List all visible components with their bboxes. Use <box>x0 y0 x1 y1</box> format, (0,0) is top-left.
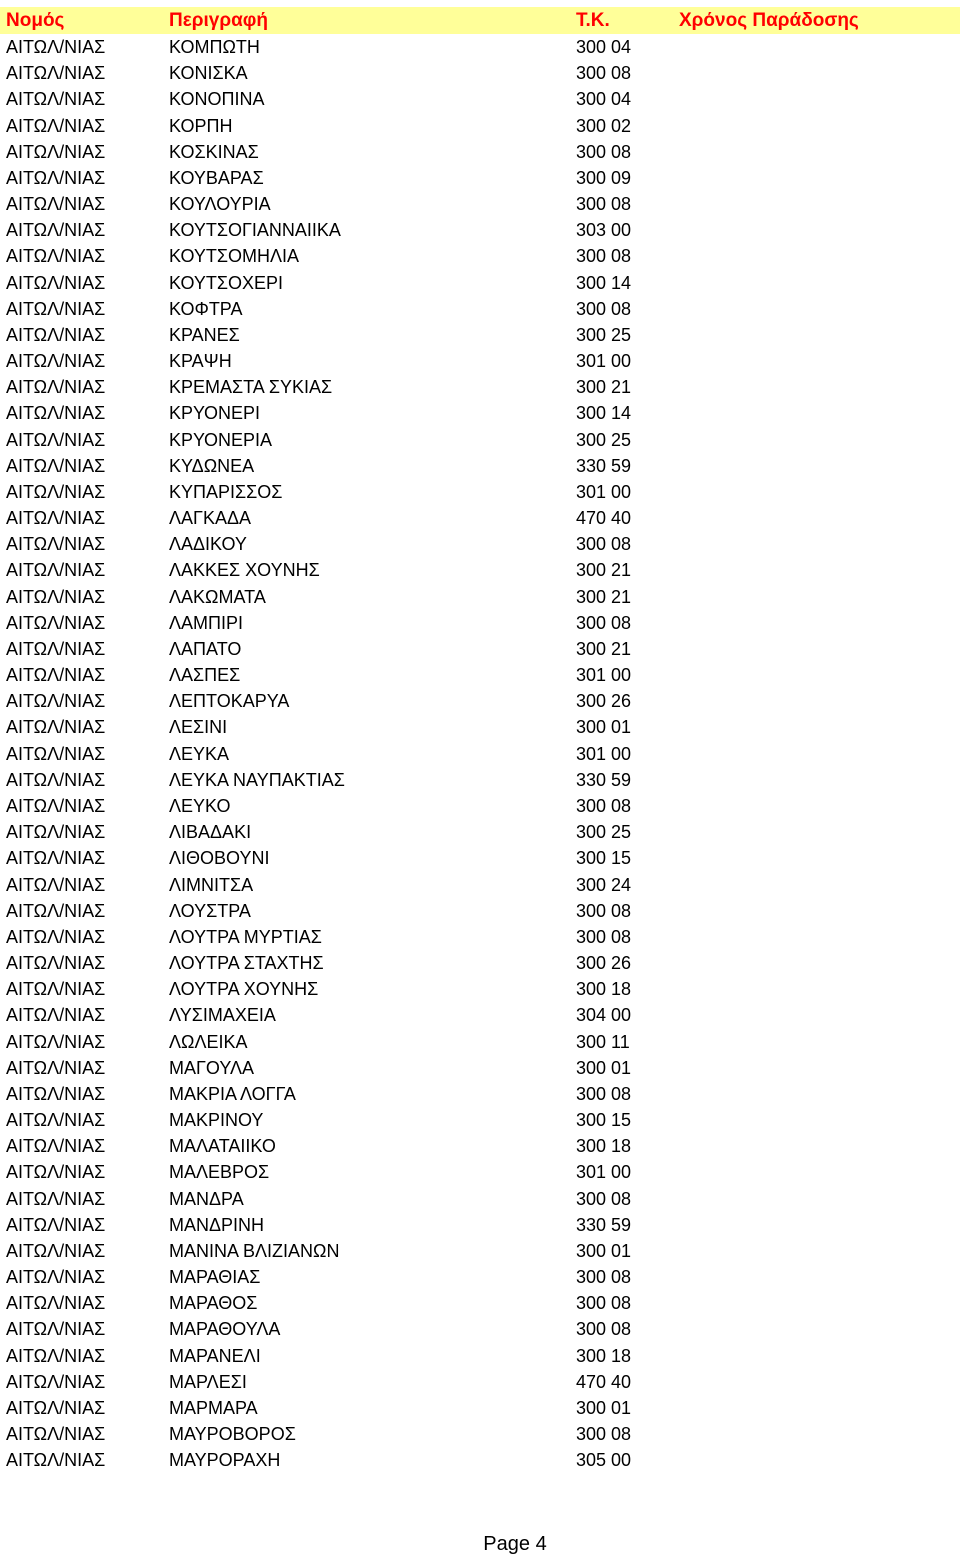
header-xronos-paradosis: Χρόνος Παράδοσης <box>679 10 859 31</box>
cell-perigrafi: ΛΟΥΤΡΑ ΜΥΡΤΙΑΣ <box>169 926 322 947</box>
cell-nomos: ΑΙΤΩΛ/ΝΙΑΣ <box>6 691 106 712</box>
cell-tk: 300 04 <box>576 37 632 57</box>
table-row <box>0 348 960 374</box>
cell-perigrafi: ΚΟΝΟΠΙΝΑ <box>169 89 265 110</box>
cell-nomos: ΑΙΤΩΛ/ΝΙΑΣ <box>6 1083 106 1104</box>
cell-perigrafi: ΜΑΝΔΡΑ <box>169 1188 244 1209</box>
table-row <box>0 1447 960 1473</box>
cell-nomos: ΑΙΤΩΛ/ΝΙΑΣ <box>6 115 106 136</box>
cell-perigrafi: ΚΟΥΤΣΟΓΙΑΝΝΑΙΙΚΑ <box>169 220 341 241</box>
cell-perigrafi: ΜΑΡΑΘΙΑΣ <box>169 1267 261 1288</box>
cell-nomos: ΑΙΤΩΛ/ΝΙΑΣ <box>6 63 106 84</box>
cell-perigrafi: ΜΑΥΡΟΒΟΡΟΣ <box>169 1424 296 1445</box>
cell-nomos: ΑΙΤΩΛ/ΝΙΑΣ <box>6 665 106 686</box>
cell-tk: 300 08 <box>576 194 632 215</box>
table-row <box>0 243 960 269</box>
table-row <box>0 165 960 191</box>
cell-perigrafi: ΛΙΒΑΔΑΚΙ <box>169 822 252 843</box>
cell-nomos: ΑΙΤΩΛ/ΝΙΑΣ <box>6 1188 106 1209</box>
cell-tk: 300 08 <box>576 795 632 816</box>
cell-nomos: ΑΙΤΩΛ/ΝΙΑΣ <box>6 769 106 790</box>
table-row <box>0 270 960 296</box>
cell-perigrafi: ΚΡΑΝΕΣ <box>169 324 240 345</box>
cell-tk: 300 21 <box>576 560 632 581</box>
table-row <box>0 924 960 950</box>
cell-nomos: ΑΙΤΩΛ/ΝΙΑΣ <box>6 612 106 633</box>
cell-tk: 300 21 <box>576 586 632 607</box>
table-row <box>0 1159 960 1185</box>
cell-nomos: ΑΙΤΩΛ/ΝΙΑΣ <box>6 1397 106 1418</box>
cell-perigrafi: ΜΑΚΡΙΑ ΛΟΓΓΑ <box>169 1083 296 1104</box>
cell-nomos: ΑΙΤΩΛ/ΝΙΑΣ <box>6 37 106 57</box>
cell-nomos: ΑΙΤΩΛ/ΝΙΑΣ <box>6 1031 106 1052</box>
table-row <box>0 400 960 426</box>
table-row <box>0 479 960 505</box>
table-row <box>0 1343 960 1369</box>
header-tk: Τ.Κ. <box>576 10 610 31</box>
table-row <box>0 741 960 767</box>
table-row <box>0 793 960 819</box>
cell-perigrafi: ΛΟΥΤΡΑ ΧΟΥΝΗΣ <box>169 979 319 1000</box>
header-perigrafi: Περιγραφή <box>169 10 268 31</box>
cell-perigrafi: ΚΥΠΑΡΙΣΣΟΣ <box>169 481 283 502</box>
cell-perigrafi: ΛΟΥΤΡΑ ΣΤΑΧΤΗΣ <box>169 953 324 974</box>
cell-tk: 470 40 <box>576 508 632 529</box>
table-row <box>0 898 960 924</box>
cell-nomos: ΑΙΤΩΛ/ΝΙΑΣ <box>6 743 106 764</box>
table-row <box>0 714 960 740</box>
table-body <box>0 34 960 1473</box>
cell-tk: 300 08 <box>576 1319 632 1340</box>
cell-perigrafi: ΜΑΡΑΘΟΥΛΑ <box>169 1319 281 1340</box>
cell-nomos: ΑΙΤΩΛ/ΝΙΑΣ <box>6 508 106 529</box>
cell-tk: 305 00 <box>576 1450 632 1471</box>
cell-perigrafi: ΛΑΠΑΤΟ <box>169 638 242 659</box>
cell-nomos: ΑΙΤΩΛ/ΝΙΑΣ <box>6 194 106 215</box>
cell-perigrafi: ΜΑΡΜΑΡΑ <box>169 1397 258 1418</box>
table-row <box>0 688 960 714</box>
cell-tk: 300 26 <box>576 953 632 974</box>
cell-perigrafi: ΚΥΔΩΝΕΑ <box>169 455 255 476</box>
table-row <box>0 1186 960 1212</box>
cell-nomos: ΑΙΤΩΛ/ΝΙΑΣ <box>6 246 106 267</box>
cell-perigrafi: ΛΕΥΚΟ <box>169 795 231 816</box>
cell-tk: 301 00 <box>576 1162 632 1183</box>
table-row <box>0 1369 960 1395</box>
cell-tk: 300 14 <box>576 403 632 424</box>
cell-nomos: ΑΙΤΩΛ/ΝΙΑΣ <box>6 848 106 869</box>
cell-nomos: ΑΙΤΩΛ/ΝΙΑΣ <box>6 403 106 424</box>
cell-perigrafi: ΚΟΥΤΣΟΜΗΛΙΑ <box>169 246 300 267</box>
table-row <box>0 1029 960 1055</box>
cell-tk: 300 08 <box>576 900 632 921</box>
cell-tk: 300 08 <box>576 246 632 267</box>
cell-nomos: ΑΙΤΩΛ/ΝΙΑΣ <box>6 1267 106 1288</box>
cell-perigrafi: ΚΟΥΛΟΥΡΙΑ <box>169 194 271 215</box>
cell-tk: 300 15 <box>576 1110 632 1131</box>
table-row <box>0 1264 960 1290</box>
cell-nomos: ΑΙΤΩΛ/ΝΙΑΣ <box>6 1214 106 1235</box>
cell-perigrafi: ΛΕΥΚΑ ΝΑΥΠΑΚΤΙΑΣ <box>169 769 345 790</box>
cell-nomos: ΑΙΤΩΛ/ΝΙΑΣ <box>6 900 106 921</box>
cell-tk: 300 26 <box>576 691 632 712</box>
cell-perigrafi: ΛΑΣΠΕΣ <box>169 665 241 686</box>
cell-tk: 300 01 <box>576 1397 632 1418</box>
table-row <box>0 60 960 86</box>
cell-perigrafi: ΛΑΚΩΜΑΤΑ <box>169 586 266 607</box>
cell-nomos: ΑΙΤΩΛ/ΝΙΑΣ <box>6 534 106 555</box>
cell-perigrafi: ΚΡΥΟΝΕΡΙΑ <box>169 429 273 450</box>
cell-perigrafi: ΛΥΣΙΜΑΧΕΙΑ <box>169 1005 276 1026</box>
cell-nomos: ΑΙΤΩΛ/ΝΙΑΣ <box>6 89 106 110</box>
cell-tk: 303 00 <box>576 220 632 241</box>
cell-tk: 300 08 <box>576 926 632 947</box>
cell-nomos: ΑΙΤΩΛ/ΝΙΑΣ <box>6 272 106 293</box>
cell-tk: 301 00 <box>576 665 632 686</box>
cell-nomos: ΑΙΤΩΛ/ΝΙΑΣ <box>6 1240 106 1261</box>
cell-tk: 470 40 <box>576 1371 632 1392</box>
table-row <box>0 531 960 557</box>
cell-tk: 300 14 <box>576 272 632 293</box>
table-row <box>0 374 960 400</box>
cell-perigrafi: ΜΑΛΕΒΡΟΣ <box>169 1162 270 1183</box>
cell-tk: 300 01 <box>576 717 632 738</box>
table-row <box>0 296 960 322</box>
cell-perigrafi: ΜΑΡΑΝΕΛΙ <box>169 1345 261 1366</box>
cell-nomos: ΑΙΤΩΛ/ΝΙΑΣ <box>6 298 106 319</box>
cell-tk: 300 08 <box>576 298 632 319</box>
cell-tk: 300 21 <box>576 638 632 659</box>
cell-nomos: ΑΙΤΩΛ/ΝΙΑΣ <box>6 1450 106 1471</box>
cell-perigrafi: ΛΑΚΚΕΣ ΧΟΥΝΗΣ <box>169 560 320 581</box>
cell-tk: 300 01 <box>576 1057 632 1078</box>
table-row <box>0 505 960 531</box>
cell-tk: 330 59 <box>576 1214 632 1235</box>
cell-tk: 300 15 <box>576 848 632 869</box>
table-row <box>0 453 960 479</box>
cell-tk: 330 59 <box>576 769 632 790</box>
table-row <box>0 767 960 793</box>
cell-tk: 330 59 <box>576 455 632 476</box>
table-row <box>0 636 960 662</box>
cell-tk: 300 01 <box>576 1240 632 1261</box>
cell-nomos: ΑΙΤΩΛ/ΝΙΑΣ <box>6 586 106 607</box>
table-row <box>0 1055 960 1081</box>
cell-nomos: ΑΙΤΩΛ/ΝΙΑΣ <box>6 1371 106 1392</box>
cell-tk: 300 18 <box>576 1136 632 1157</box>
cell-nomos: ΑΙΤΩΛ/ΝΙΑΣ <box>6 324 106 345</box>
cell-perigrafi: ΚΟΝΙΣΚΑ <box>169 63 248 84</box>
cell-perigrafi: ΚΟΥΤΣΟΧΕΡΙ <box>169 272 284 293</box>
cell-tk: 301 00 <box>576 743 632 764</box>
cell-perigrafi: ΜΑΚΡΙΝΟΥ <box>169 1110 264 1131</box>
table-row <box>0 1002 960 1028</box>
page-number: Page 4 <box>483 1533 547 1555</box>
cell-nomos: ΑΙΤΩΛ/ΝΙΑΣ <box>6 1162 106 1183</box>
cell-perigrafi: ΚΟΜΠΩΤΗ <box>169 37 260 57</box>
cell-nomos: ΑΙΤΩΛ/ΝΙΑΣ <box>6 429 106 450</box>
cell-perigrafi: ΛΟΥΣΤΡΑ <box>169 900 251 921</box>
cell-tk: 301 00 <box>576 351 632 372</box>
cell-tk: 300 11 <box>576 1031 630 1052</box>
cell-nomos: ΑΙΤΩΛ/ΝΙΑΣ <box>6 926 106 947</box>
cell-perigrafi: ΛΑΔΙΚΟΥ <box>169 534 247 555</box>
cell-nomos: ΑΙΤΩΛ/ΝΙΑΣ <box>6 638 106 659</box>
table-row <box>0 1395 960 1421</box>
cell-nomos: ΑΙΤΩΛ/ΝΙΑΣ <box>6 141 106 162</box>
cell-tk: 300 21 <box>576 377 632 398</box>
table-row <box>0 872 960 898</box>
cell-nomos: ΑΙΤΩΛ/ΝΙΑΣ <box>6 717 106 738</box>
cell-perigrafi: ΜΑΝΙΝΑ ΒΛΙΖΙΑΝΩΝ <box>169 1240 340 1261</box>
cell-nomos: ΑΙΤΩΛ/ΝΙΑΣ <box>6 1005 106 1026</box>
table-row <box>0 1081 960 1107</box>
cell-tk: 304 00 <box>576 1005 632 1026</box>
cell-perigrafi: ΜΑΝΔΡΙΝΗ <box>169 1214 265 1235</box>
cell-tk: 300 08 <box>576 534 632 555</box>
table-row <box>0 1421 960 1447</box>
table-row <box>0 1290 960 1316</box>
cell-perigrafi: ΛΑΓΚΑΔΑ <box>169 508 251 529</box>
cell-perigrafi: ΜΑΡΑΘΟΣ <box>169 1293 258 1314</box>
cell-tk: 300 18 <box>576 979 632 1000</box>
cell-perigrafi: ΛΕΠΤΟΚΑΡΥΑ <box>169 691 290 712</box>
cell-nomos: ΑΙΤΩΛ/ΝΙΑΣ <box>6 481 106 502</box>
table-row <box>0 610 960 636</box>
table-row <box>0 819 960 845</box>
cell-perigrafi: ΚΡΑΨΗ <box>169 351 232 372</box>
cell-nomos: ΑΙΤΩΛ/ΝΙΑΣ <box>6 1136 106 1157</box>
table-row <box>0 584 960 610</box>
cell-tk: 300 25 <box>576 324 632 345</box>
cell-tk: 300 04 <box>576 89 632 110</box>
table-row <box>0 34 960 60</box>
cell-tk: 300 08 <box>576 1083 632 1104</box>
table-row <box>0 139 960 165</box>
cell-tk: 300 08 <box>576 141 632 162</box>
cell-tk: 300 18 <box>576 1345 632 1366</box>
table-header <box>0 7 960 34</box>
table-row <box>0 322 960 348</box>
cell-perigrafi: ΚΡΕΜΑΣΤΑ ΣΥΚΙΑΣ <box>169 377 333 398</box>
cell-perigrafi: ΜΑΛΑΤΑΙΙΚΟ <box>169 1136 276 1157</box>
cell-tk: 300 02 <box>576 115 632 136</box>
cell-perigrafi: ΛΕΣΙΝΙ <box>169 717 228 738</box>
cell-perigrafi: ΚΟΡΠΗ <box>169 115 233 136</box>
cell-perigrafi: ΛΕΥΚΑ <box>169 743 230 764</box>
cell-perigrafi: ΛΩΛΕΙΚΑ <box>169 1031 248 1052</box>
table-row <box>0 976 960 1002</box>
cell-perigrafi: ΜΑΡΛΕΣΙ <box>169 1371 247 1392</box>
cell-nomos: ΑΙΤΩΛ/ΝΙΑΣ <box>6 377 106 398</box>
table-row <box>0 662 960 688</box>
table-row <box>0 1212 960 1238</box>
cell-tk: 301 00 <box>576 481 632 502</box>
cell-tk: 300 25 <box>576 429 632 450</box>
cell-nomos: ΑΙΤΩΛ/ΝΙΑΣ <box>6 1345 106 1366</box>
table-row <box>0 1316 960 1342</box>
cell-nomos: ΑΙΤΩΛ/ΝΙΑΣ <box>6 1424 106 1445</box>
table-row <box>0 557 960 583</box>
cell-tk: 300 08 <box>576 63 632 84</box>
cell-nomos: ΑΙΤΩΛ/ΝΙΑΣ <box>6 1293 106 1314</box>
cell-tk: 300 08 <box>576 1188 632 1209</box>
cell-nomos: ΑΙΤΩΛ/ΝΙΑΣ <box>6 1057 106 1078</box>
cell-nomos: ΑΙΤΩΛ/ΝΙΑΣ <box>6 167 106 188</box>
cell-tk: 300 09 <box>576 167 632 188</box>
cell-perigrafi: ΛΙΜΝΙΤΣΑ <box>169 874 254 895</box>
cell-perigrafi: ΛΑΜΠΙΡΙ <box>169 612 244 633</box>
cell-perigrafi: ΚΟΦΤΡΑ <box>169 298 243 319</box>
cell-nomos: ΑΙΤΩΛ/ΝΙΑΣ <box>6 560 106 581</box>
cell-nomos: ΑΙΤΩΛ/ΝΙΑΣ <box>6 874 106 895</box>
header-nomos: Νομός <box>6 10 65 31</box>
cell-perigrafi: ΚΡΥΟΝΕΡΙ <box>169 403 261 424</box>
cell-tk: 300 08 <box>576 1267 632 1288</box>
table-row <box>0 1107 960 1133</box>
cell-tk: 300 08 <box>576 612 632 633</box>
table-row <box>0 217 960 243</box>
table-row <box>0 1133 960 1159</box>
cell-nomos: ΑΙΤΩΛ/ΝΙΑΣ <box>6 795 106 816</box>
cell-nomos: ΑΙΤΩΛ/ΝΙΑΣ <box>6 953 106 974</box>
cell-nomos: ΑΙΤΩΛ/ΝΙΑΣ <box>6 822 106 843</box>
table-row <box>0 845 960 871</box>
cell-perigrafi: ΛΙΘΟΒΟΥΝΙ <box>169 848 270 869</box>
table-row <box>0 86 960 112</box>
table-row <box>0 113 960 139</box>
cell-tk: 300 08 <box>576 1293 632 1314</box>
cell-nomos: ΑΙΤΩΛ/ΝΙΑΣ <box>6 979 106 1000</box>
cell-perigrafi: ΜΑΥΡΟΡΑΧΗ <box>169 1450 281 1471</box>
cell-nomos: ΑΙΤΩΛ/ΝΙΑΣ <box>6 455 106 476</box>
cell-tk: 300 08 <box>576 1424 632 1445</box>
table-row <box>0 427 960 453</box>
table-row <box>0 1238 960 1264</box>
cell-nomos: ΑΙΤΩΛ/ΝΙΑΣ <box>6 1319 106 1340</box>
cell-perigrafi: ΚΟΥΒΑΡΑΣ <box>169 167 264 188</box>
cell-nomos: ΑΙΤΩΛ/ΝΙΑΣ <box>6 220 106 241</box>
cell-tk: 300 25 <box>576 822 632 843</box>
cell-nomos: ΑΙΤΩΛ/ΝΙΑΣ <box>6 1110 106 1131</box>
table-row <box>0 950 960 976</box>
cell-perigrafi: ΜΑΓΟΥΛΑ <box>169 1057 255 1078</box>
table-row <box>0 191 960 217</box>
cell-perigrafi: ΚΟΣΚΙΝΑΣ <box>169 141 259 162</box>
cell-tk: 300 24 <box>576 874 632 895</box>
cell-nomos: ΑΙΤΩΛ/ΝΙΑΣ <box>6 351 106 372</box>
